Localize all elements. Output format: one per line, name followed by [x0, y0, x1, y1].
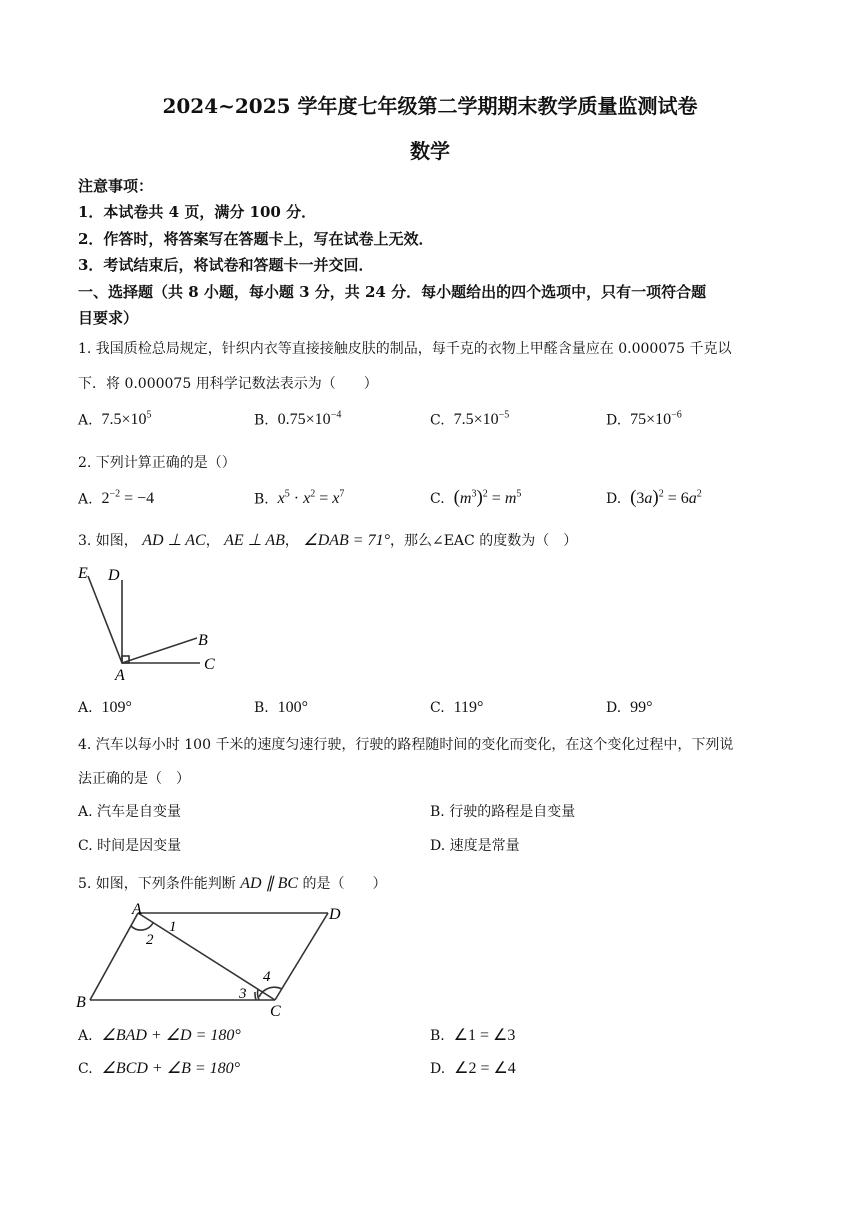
q1-stem-cont: 下．将 0.000075 用科学记数法表示为（ ） — [78, 376, 378, 392]
section-heading-cont: 目要求） — [78, 309, 139, 327]
q5-option-d: D. ∠2 = ∠4 — [430, 1060, 516, 1077]
label-D: D — [329, 906, 341, 923]
q5-option-c: C. ∠BCD + ∠B = 180° — [78, 1060, 241, 1077]
q3-option-a: A. 109° — [78, 699, 132, 716]
q3-stem: 3. 如图， AD ⊥ AC， AE ⊥ AB， ∠DAB = 71°，那么∠EAC 的度数为（ ） — [78, 532, 578, 549]
q3-option-d: D. 99° — [606, 699, 653, 716]
q4-option-b: B. 行驶的路程是自变量 — [430, 804, 576, 820]
q2-option-c: C. $(m^3)^2 = m^5$ — [430, 487, 522, 508]
q1-option-b: B. $0.75\times 10^{-4}$ — [254, 410, 342, 429]
notice-item: 1．本试卷共 4 页，满分 100 分． — [78, 203, 317, 221]
label-D: D — [108, 567, 120, 584]
q3-option-b: B. 100° — [254, 699, 309, 716]
label-A: A — [132, 901, 142, 918]
q1-option-d: D. $75\times 10^{-6}$ — [606, 410, 682, 429]
label-B: B — [76, 994, 86, 1011]
q1-option-a: A. $7.5\times 10^5$ — [78, 410, 152, 429]
label-B: B — [198, 632, 208, 649]
label-A: A — [115, 667, 125, 684]
label-C: C — [270, 1003, 281, 1020]
notice-heading: 注意事项： — [78, 177, 154, 195]
q2-option-b: B. $x^5 \cdot x^2 = x^7$ — [254, 489, 345, 508]
q4-option-a: A. 汽车是自变量 — [78, 804, 182, 820]
q1-stem: 1. 我国质检总局规定，针织内衣等直接接触皮肤的制品，每千克的衣物上甲醛含量应在 0.000075 千克以 — [78, 341, 732, 357]
angle-4-label: 4 — [263, 969, 271, 985]
q1-option-c: C. $7.5\times 10^{-5}$ — [430, 410, 510, 429]
q4-option-c: C. 时间是因变量 — [78, 838, 182, 854]
subject-title: 数学 — [410, 139, 450, 163]
angle-2-label: 2 — [146, 932, 154, 948]
q5-option-a: A. ∠BAD + ∠D = 180° — [78, 1027, 241, 1044]
q5-stem: 5. 如图，下列条件能判断 AD ∥ BC 的是（ ） — [78, 875, 387, 892]
notice-item: 2．作答时，将答案写在答题卡上，写在试卷上无效． — [78, 230, 434, 248]
angle-1-label: 1 — [169, 919, 177, 935]
section-heading: 一、选择题（共 8 小题，每小题 3 分，共 24 分．每小题给出的四个选项中，只有一项符合题 — [78, 283, 707, 301]
q5-option-b: B. ∠1 = ∠3 — [430, 1027, 516, 1044]
q4-stem: 4. 汽车以每小时 100 千米的速度匀速行驶，行驶的路程随时间的变化而变化，在这个变化过程中，下列说 — [78, 737, 734, 753]
q4-stem-cont: 法正确的是（ ） — [78, 771, 190, 787]
angle-3-label: 3 — [239, 986, 247, 1002]
notice-item: 3．考试结束后，将试卷和答题卡一并交回． — [78, 256, 374, 274]
q2-option-a: A. $2^{-2} = -4$ — [78, 489, 155, 508]
label-C: C — [204, 656, 215, 673]
label-E: E — [78, 565, 88, 582]
q2-option-d: D. $(3a)^2 = 6a^2$ — [606, 487, 702, 508]
q5-figure — [70, 900, 360, 1022]
q4-option-d: D. 速度是常量 — [430, 838, 520, 854]
exam-title: 2024~2025 学年度七年级第二学期期末教学质量监测试卷 — [162, 94, 698, 118]
q3-figure — [70, 560, 240, 690]
q3-option-c: C. 119° — [430, 699, 484, 716]
q2-stem: 2. 下列计算正确的是（） — [78, 455, 236, 471]
